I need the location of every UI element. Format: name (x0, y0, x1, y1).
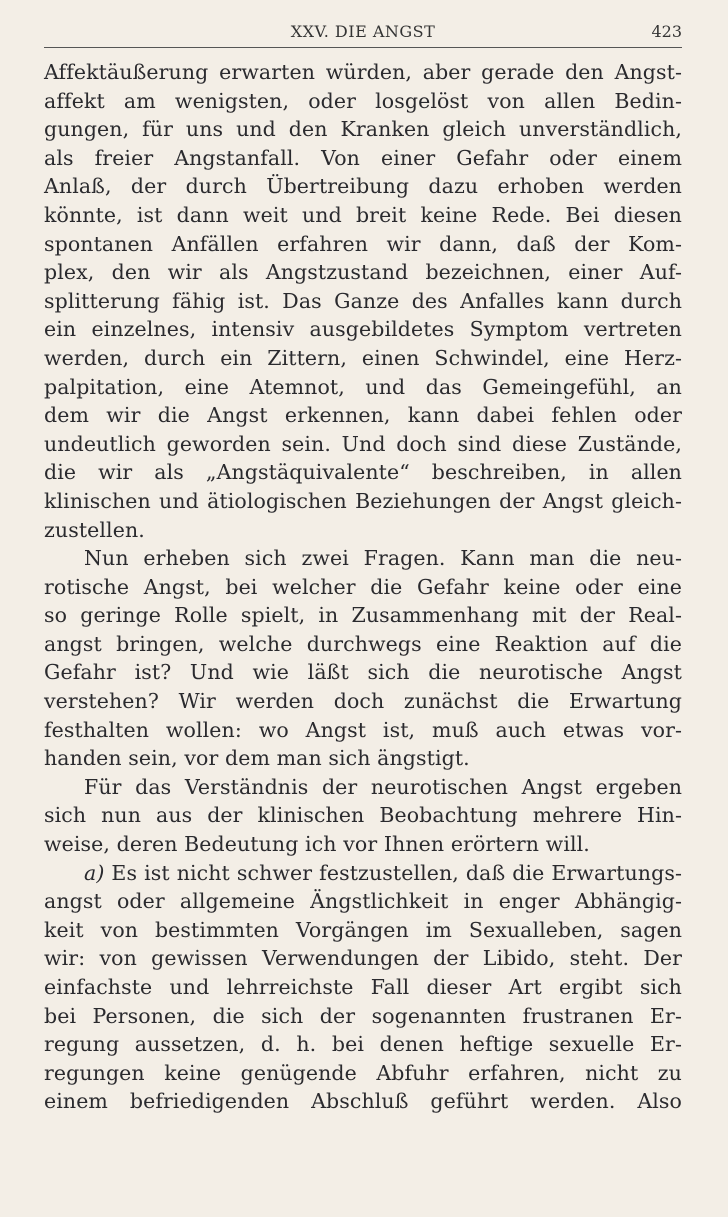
text-line: spontanen Anfällen erfahren wir dann, daß der Kom- (44, 231, 682, 256)
text-line: Gefahr ist? Und wie läßt sich die neurotische Angst (44, 660, 682, 685)
text-line: weise, deren Bedeutung ich vor Ihnen erörtern will. (44, 832, 590, 857)
text-line: plex, den wir als Angstzustand bezeichnen, einer Auf- (44, 260, 682, 285)
item-marker: a) (84, 860, 105, 885)
item-text: Es ist nicht schwer festzustellen, daß die Erwartungs- (111, 860, 682, 885)
text-line: keit von bestimmten Vorgängen im Sexualleben, sagen (44, 917, 682, 942)
text-line: sich nun aus der klinischen Beobachtung mehrere Hin- (44, 803, 682, 828)
text-line: klinischen und ätiologischen Beziehungen der Angst gleich- (44, 488, 682, 513)
text-line: affekt am wenigsten, oder losgelöst von allen Bedin- (44, 88, 682, 113)
page-number: 423 (651, 22, 682, 41)
text-line: undeutlich geworden sein. Und doch sind diese Zustände, (44, 431, 682, 456)
text-line: palpitation, eine Atemnot, und das Gemeingefühl, an (44, 374, 682, 399)
text-line: regung aussetzen, d. h. bei denen heftige sexuelle Er- (44, 1032, 682, 1057)
text-line: werden, durch ein Zittern, einen Schwindel, eine Herz- (44, 345, 682, 370)
text-line: handen sein, vor dem man sich ängstigt. (44, 746, 470, 771)
chapter-title: XXV. DIE ANGST (290, 22, 436, 41)
text-line: gungen, für uns und den Kranken gleich unverständlich, (44, 117, 682, 142)
text-line: dem wir die Angst erkennen, kann dabei fehlen oder (44, 403, 682, 428)
text-line: angst bringen, welche durchwegs eine Reaktion auf die (44, 631, 682, 656)
text-line (44, 859, 682, 888)
text-line: Nun erheben sich zwei Fragen. Kann man die neu- (84, 546, 682, 571)
text-line: festhalten wollen: wo Angst ist, muß auch etwas vor- (44, 717, 682, 742)
text-line: wir: von gewissen Verwendungen der Libido, steht. Der (44, 946, 682, 971)
text-line: als freier Angstanfall. Von einer Gefahr oder einem (44, 145, 682, 170)
text-line: die wir als „Angstäquivalente“ beschreiben, in allen (44, 460, 682, 485)
text-line: zustellen. (44, 517, 145, 542)
text-line: verstehen? Wir werden doch zunächst die Erwartung (44, 689, 682, 714)
text-line: Für das Verständnis der neurotischen Angst ergeben (84, 774, 682, 799)
text-line: einfachste und lehrreichste Fall dieser Art ergibt sich (44, 975, 682, 999)
running-header (44, 22, 682, 48)
text-line: rotische Angst, bei welcher die Gefahr keine oder eine (44, 574, 682, 599)
text-line: bei Personen, die sich der sogenannten frustranen Er- (44, 1003, 682, 1028)
header-rule (44, 47, 682, 48)
text-line: einem befriedigenden Abschluß geführt werden. Also (44, 1089, 682, 1114)
text-line: angst oder allgemeine Ängstlichkeit in enger Abhängig- (44, 889, 682, 914)
text-line: Affektäußerung erwarten würden, aber gerade den Angst- (44, 60, 682, 84)
text-line: so geringe Rolle spielt, in Zusammenhang mit der Real- (44, 603, 682, 628)
text-line: regungen keine genügende Abfuhr erfahren, nicht zu (44, 1060, 682, 1085)
text-line: Anlaß, der durch Übertreibung dazu erhoben werden (44, 174, 682, 199)
text-line: könnte, ist dann weit und breit keine Rede. Bei diesen (44, 202, 682, 227)
text-line: ein einzelnes, intensiv ausgebildetes Symptom vertreten (44, 317, 682, 342)
body-text (44, 58, 682, 1116)
text-line: splitterung fähig ist. Das Ganze des Anfalles kann durch (44, 288, 682, 313)
